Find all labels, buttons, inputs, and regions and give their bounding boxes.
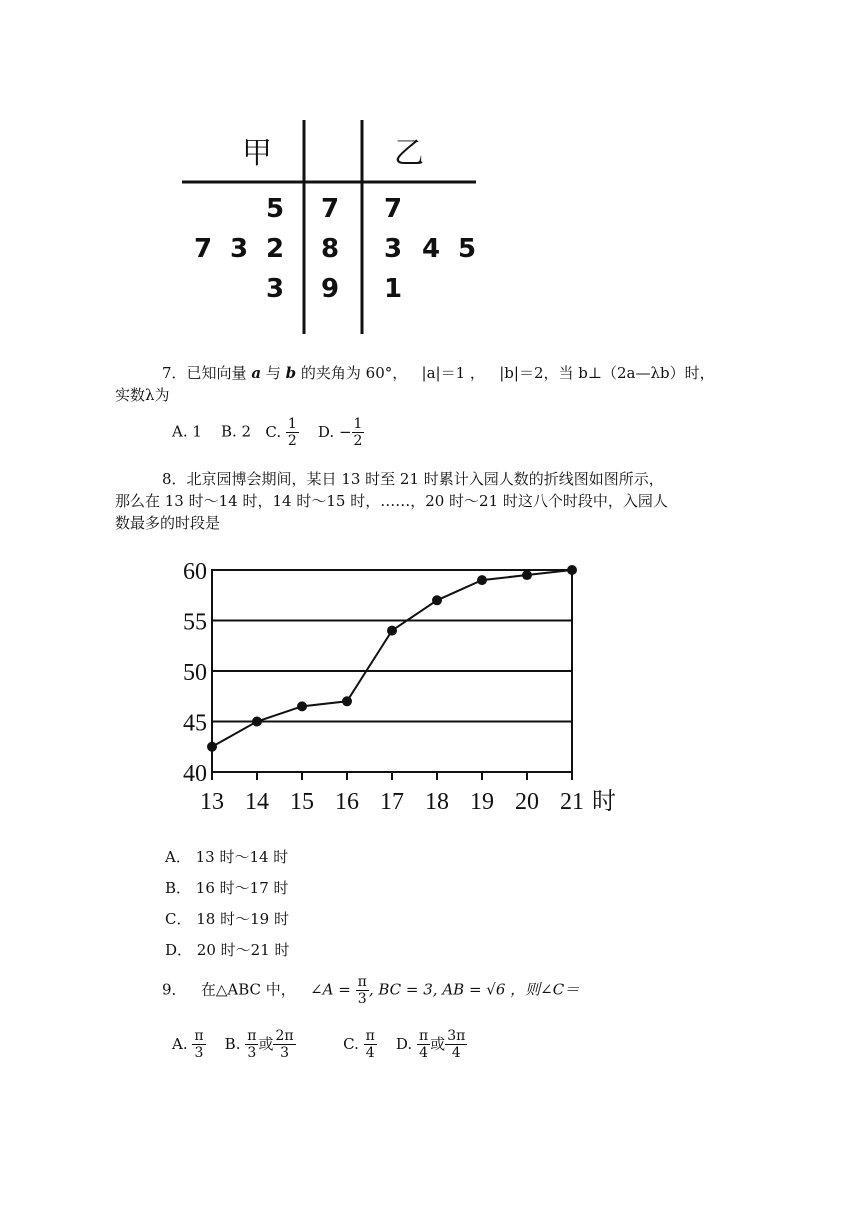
q7-condition-perp: b⊥（2a—λb）时， [578, 364, 715, 382]
y-tick-label: 50 [183, 660, 207, 686]
numerator: π [365, 1028, 375, 1044]
or-text: 或 [258, 1034, 274, 1053]
q7-text: 与 [261, 364, 286, 382]
q7-option-c[interactable] [265, 416, 298, 449]
q9-option-a-label: A. [172, 1034, 188, 1053]
q8-line1: 8．北京园博会期间，某日 13 时至 21 时累计入园人数的折线图如图所示， [162, 470, 664, 488]
q9-number: 9． [162, 980, 187, 999]
fraction [364, 1028, 377, 1061]
numerator: 2π [275, 1028, 294, 1044]
numerator: π [418, 1028, 429, 1044]
leaf-left: 5 [266, 194, 285, 224]
fraction [445, 1028, 467, 1061]
denominator: 4 [419, 1045, 429, 1061]
denominator: 2 [353, 433, 363, 449]
q9-option-a[interactable] [172, 1028, 206, 1061]
fraction [356, 974, 369, 1007]
fraction [245, 1028, 258, 1061]
q8-options [165, 846, 290, 970]
x-tick-label: 19 [470, 789, 494, 815]
y-tick-label: 40 [183, 761, 207, 787]
q8-option-b[interactable]: B． 16 时～17 时 [165, 879, 289, 897]
x-unit-label: 时 [592, 789, 616, 815]
question-8 [115, 468, 755, 534]
q9-option-c-label: C. [343, 1034, 359, 1053]
group-yi-label: 乙 [394, 136, 424, 171]
q8-option-d[interactable]: D． 20 时～21 时 [165, 941, 290, 959]
numerator: 1 [287, 416, 297, 432]
data-point [432, 595, 442, 605]
numerator: π [247, 1028, 257, 1044]
q7-condition-a: |a|＝1 ， [421, 364, 485, 382]
q7-option-c-label: C. [265, 422, 282, 441]
stem: 7 [321, 194, 340, 224]
stem-leaf-plot [180, 118, 480, 336]
q8-option-a[interactable]: A． 13 时～14 时 [165, 848, 289, 866]
denominator: 2 [287, 433, 297, 449]
q7-text: 已知向量 [186, 364, 252, 382]
leaf-right: 7 [384, 194, 403, 224]
leaf-right: 1 [384, 274, 403, 304]
q9-option-b-label: B. [224, 1034, 241, 1053]
x-tick-label: 20 [515, 789, 539, 815]
leaf-left: 7 [194, 234, 213, 264]
data-point [387, 626, 397, 636]
q9-options [172, 1028, 467, 1061]
q7-line2: 实数λ为 [115, 386, 170, 404]
data-point [522, 570, 532, 580]
q7-option-d[interactable] [317, 416, 365, 449]
fraction [352, 416, 365, 449]
q9-option-b[interactable] [224, 1028, 296, 1061]
stem: 9 [321, 274, 340, 304]
x-tick-label: 14 [245, 789, 269, 815]
q9-option-d-label: D. [395, 1034, 413, 1053]
y-tick-label: 55 [183, 609, 207, 636]
leaf-left: 3 [266, 274, 285, 304]
leaf-right: 3 [384, 234, 403, 264]
q7-option-a[interactable]: A. 1 [172, 422, 202, 441]
y-tick-label: 60 [183, 559, 207, 585]
denominator: 4 [365, 1045, 375, 1061]
leaf-left: 3 [230, 234, 249, 264]
data-point [207, 742, 217, 752]
leaf-right: 5 [458, 234, 477, 264]
series-line [212, 570, 572, 747]
q9-angle-a: ∠A = [310, 980, 351, 999]
numerator: π [194, 1028, 204, 1044]
x-tick-label: 17 [380, 789, 404, 815]
denominator: 4 [451, 1045, 461, 1061]
q7-option-d-label: D. − [317, 422, 352, 441]
denominator: 3 [357, 991, 367, 1007]
q7-text: 的夹角为 60°， [296, 364, 408, 382]
vector-a: a [251, 364, 262, 382]
x-tick-label: 21 [560, 789, 584, 815]
x-tick-label: 18 [425, 789, 449, 815]
q7-condition-b: |b|＝2，当 [499, 364, 579, 382]
data-point [342, 696, 352, 706]
q9-text: 在△ABC 中， [200, 980, 296, 999]
denominator: 3 [247, 1045, 257, 1061]
fraction [417, 1028, 430, 1061]
q8-line2: 那么在 13 时～14 时，14 时～15 时，……，20 时～21 时这八个时段中，入园人 [115, 492, 668, 510]
fraction [273, 1028, 295, 1061]
x-tick-label: 15 [290, 789, 314, 815]
q9-conditions: , BC = 3, AB = √6 ，则∠C＝ [368, 980, 580, 999]
question-7 [115, 362, 755, 406]
group-jia-label: 甲 [242, 136, 272, 171]
leaf-right: 4 [422, 234, 441, 264]
or-text: 或 [430, 1034, 446, 1053]
visitor-line-chart [160, 550, 640, 825]
data-point [477, 575, 487, 585]
leaf-left: 2 [266, 234, 285, 264]
q7-options [172, 416, 364, 449]
numerator: 3π [447, 1028, 466, 1044]
q8-line3: 数最多的时段是 [115, 514, 221, 532]
data-point [567, 565, 577, 575]
numerator: 1 [353, 416, 363, 432]
fraction [192, 1028, 205, 1061]
q9-option-c[interactable] [343, 1028, 377, 1061]
data-point [297, 701, 307, 711]
q7-number: 7． [162, 364, 187, 382]
x-tick-label: 13 [200, 789, 224, 815]
question-9 [162, 974, 579, 1007]
stem: 8 [321, 234, 340, 264]
x-tick-label: 16 [335, 789, 359, 815]
numerator: π [357, 974, 367, 990]
q8-option-c[interactable]: C． 18 时～19 时 [165, 910, 289, 928]
vector-b: b [285, 364, 297, 382]
fraction [286, 416, 299, 449]
q7-option-b[interactable]: B. 2 [221, 422, 252, 441]
data-point [252, 717, 262, 727]
q9-option-d[interactable] [395, 1028, 467, 1061]
denominator: 3 [194, 1045, 204, 1061]
y-tick-label: 45 [183, 710, 207, 737]
q7-line1 [115, 362, 755, 384]
chart-svg [160, 550, 640, 825]
denominator: 3 [280, 1045, 289, 1061]
